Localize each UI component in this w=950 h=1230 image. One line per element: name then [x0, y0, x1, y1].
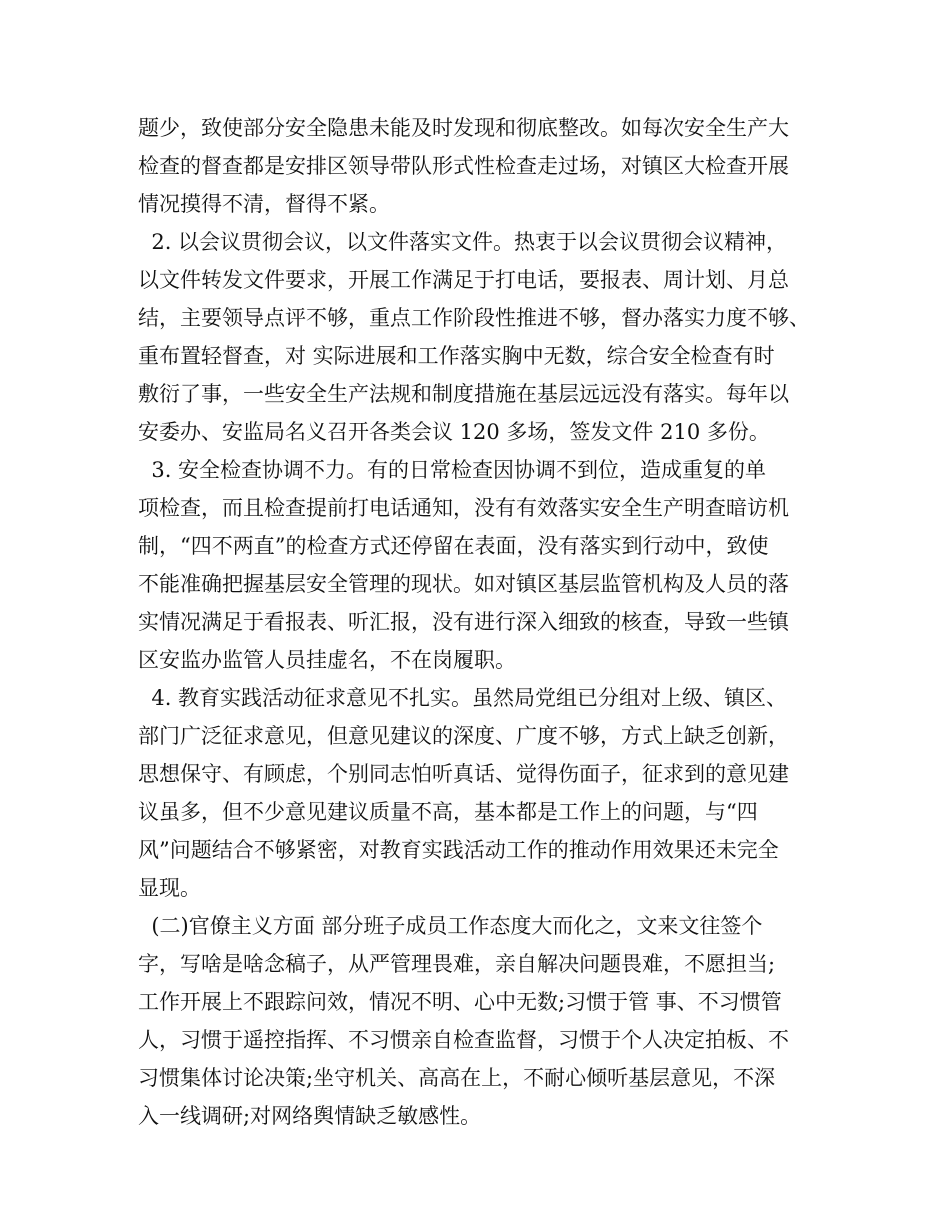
- text-line: 重布置轻督查，对 实际进展和工作落实胸中无数，综合安全检查有时: [138, 344, 775, 368]
- text-line: 思想保守、有顾虑，个别同志怕听真话、觉得伤面子，征求到的意见建: [138, 762, 789, 786]
- text-line: 显现。: [138, 876, 201, 900]
- text-line: 议虽多，但不少意见建议质量不高，基本都是工作上的问题，与“四: [138, 800, 758, 824]
- text-line: 项检查，而且检查提前打电话通知，没有有效落实安全生产明查暗访机: [138, 496, 789, 520]
- text-line: 部门广泛征求意见，但意见建议的深度、广度不够，方式上缺乏创新，: [138, 724, 789, 748]
- text-line: 检查的督查都是安排区领导带队形式性检查走过场，对镇区大检查开展: [138, 154, 789, 178]
- text-line: 工作开展上不跟踪问效，情况不明、心中无数;习惯于管 事、不习惯管: [138, 990, 782, 1014]
- text-line: (二)官僚主义方面 部分班子成员工作态度大而化之，文来文往签个: [138, 914, 763, 938]
- text-line: 情况摸得不清，督得不紧。: [138, 192, 390, 216]
- text-line: 字，写啥是啥念稿子，从严管理畏难，亲自解决问题畏难，不愿担当;: [138, 952, 776, 976]
- text-line: 以文件转发文件要求，开展工作满足于打电话，要报表、周计划、月总: [138, 268, 789, 292]
- text-line: 结，主要领导点评不够，重点工作阶段性推进不够，督办落实力度不够、: [138, 306, 810, 330]
- text-line: 安委办、安监局名义召开各类会议 120 多场，签发文件 210 多份。: [138, 420, 770, 444]
- text-line: 入一线调研;对网络舆情缺乏敏感性。: [138, 1104, 482, 1128]
- text-line: 人，习惯于遥控指挥、不习惯亲自检查监督，习惯于个人决定拍板、不: [138, 1028, 789, 1052]
- text-line: 区安监办监管人员挂虚名，不在岗履职。: [138, 648, 516, 672]
- text-line: 风”问题结合不够紧密，对教育实践活动工作的推动作用效果还未完全: [138, 838, 779, 862]
- text-line: 制，“四不两直”的检查方式还停留在表面，没有落实到行动中，致使: [138, 534, 769, 558]
- text-line: 实情况满足于看报表、听汇报，没有进行深入细致的核查，导致一些镇: [138, 610, 789, 634]
- text-line: 4. 教育实践活动征求意见不扎实。虽然局党组已分组对上级、镇区、: [138, 686, 788, 710]
- text-line: 习惯集体讨论决策;坐守机关、高高在上，不耐心倾听基层意见，不深: [138, 1066, 776, 1090]
- text-line: 3. 安全检查协调不力。有的日常检查因协调不到位，造成重复的单: [138, 458, 767, 482]
- text-line: 不能准确把握基层安全管理的现状。如对镇区基层监管机构及人员的落: [138, 572, 789, 596]
- text-line: 题少，致使部分安全隐患未能及时发现和彻底整改。如每次安全生产大: [138, 116, 789, 140]
- text-line: 2. 以会议贯彻会议，以文件落实文件。热衷于以会议贯彻会议精神，: [138, 230, 788, 254]
- text-line: 敷衍了事，一些安全生产法规和制度措施在基层远远没有落实。每年以: [138, 382, 789, 406]
